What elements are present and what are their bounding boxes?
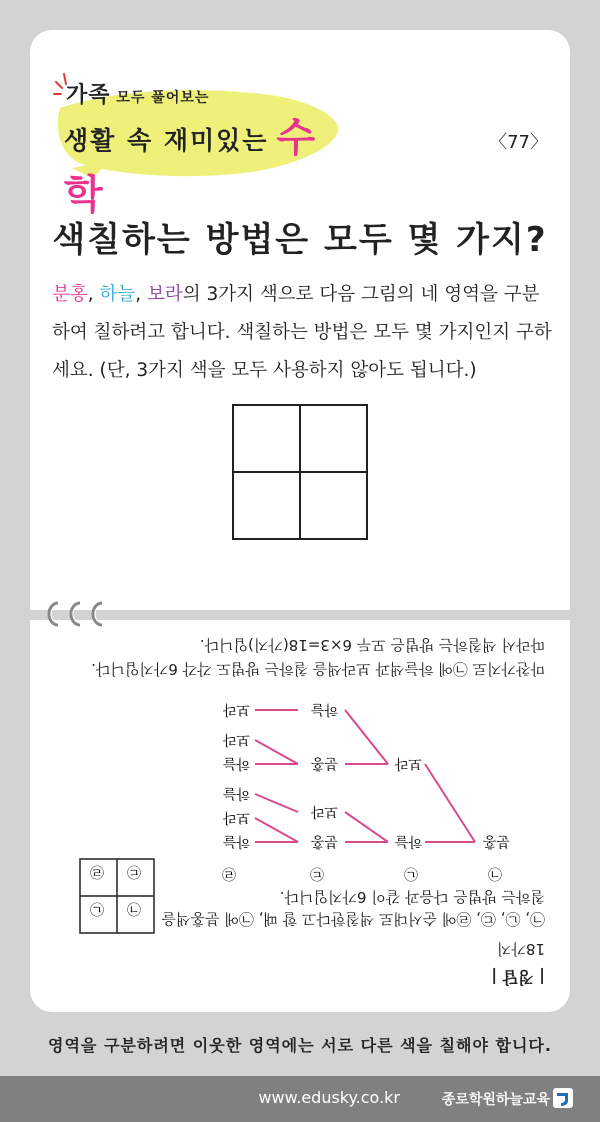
- tree-leaf: 하늘: [222, 833, 250, 849]
- hint-text: 영역을 구분하려면 이웃한 영역에는 서로 다른 색을 칠해야 합니다.: [48, 1036, 552, 1055]
- tree-node: 분홍: [310, 833, 338, 849]
- brand-title: [64, 104, 342, 218]
- footer-url-link[interactable]: www.edusky.co.kr: [258, 1088, 400, 1107]
- question-text: [52, 276, 552, 390]
- page-title: 색칠하는 방법은 모두 몇 가지?: [52, 220, 548, 260]
- tree-node: 보라: [394, 755, 422, 771]
- tree-leaf: 하늘: [222, 755, 250, 771]
- color-purple-label: 보라: [147, 284, 183, 305]
- tree-leaf: 보라: [222, 701, 250, 717]
- answer-result: 18가지: [496, 940, 545, 958]
- tree-leaf: 보라: [222, 731, 250, 747]
- color-pink-label: 분홍: [52, 284, 88, 305]
- tree-header: ㉢: [310, 865, 324, 881]
- separator: ,: [87, 284, 100, 305]
- labeled-grid-cell: ㉠: [127, 900, 141, 916]
- question-body: 의 3가지 색으로 다음 그림의 네 영역을 구분하여 칠하려고 합니다. 색칠하는 방법은 모두 몇 가지인지 구하세요. (단, 3가지 색을 모두 사용하지 않아도 됩니다.): [52, 284, 552, 381]
- four-region-grid: [232, 404, 368, 540]
- tree-node: 보라: [310, 803, 338, 819]
- color-sky-label: 하늘: [99, 284, 136, 305]
- footer-brand-name: 종로학원하늘교육: [441, 1092, 550, 1108]
- tree-header: ㉠: [488, 865, 502, 881]
- brand-logo-icon: [552, 1087, 574, 1109]
- labeled-grid-cell: ㉡: [90, 900, 104, 916]
- tree-header: ㉣: [222, 865, 236, 881]
- brand-math: 수학: [64, 115, 318, 218]
- labeled-grid-cell: ㉣: [90, 863, 104, 879]
- brand-header: [52, 68, 342, 218]
- tree-node: 하늘: [310, 701, 338, 717]
- answer-conclusion-1: 마찬가지로 ㉠에 하늘색과 보라색을 칠하는 방법도 각각 6가지입니다.: [91, 660, 545, 678]
- brand-tagline-family: 가족: [66, 83, 111, 108]
- answer-explain-2: 칠하는 방법은 다음과 같이 6가지입니다.: [279, 888, 545, 906]
- footer-bar: [0, 1076, 600, 1122]
- tree-node-root: 분홍: [482, 833, 510, 849]
- answer-section: [30, 620, 570, 1012]
- tree-leaf: 하늘: [222, 785, 250, 801]
- answer-explain-1: ㉠, ㉡, ㉢, ㉣에 순서대로 색칠한다고 할 때, ㉠에 분홍색을: [161, 910, 545, 928]
- labeled-grid-cell: ㉢: [127, 863, 141, 879]
- episode-number: 〈77〉: [489, 132, 548, 153]
- tree-node: 하늘: [394, 833, 422, 849]
- tree-node: 분홍: [310, 755, 338, 771]
- tree-header: ㉡: [404, 865, 418, 881]
- tree-leaf: 보라: [222, 809, 250, 825]
- brand-title-text: 생활 속 재미있는: [64, 126, 269, 155]
- answer-label: | 정답 |: [491, 968, 545, 987]
- brand-tagline-rest: 모두 풀어보는: [110, 90, 210, 106]
- separator: ,: [135, 284, 148, 305]
- answer-conclusion-2: 따라서 색칠하는 방법은 모두 6×3=18(가지)입니다.: [199, 636, 545, 654]
